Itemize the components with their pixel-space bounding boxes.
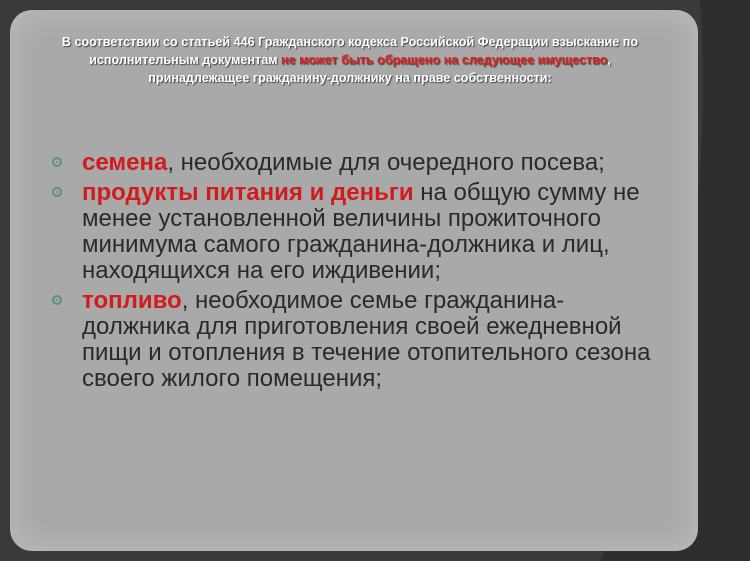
item-text: , необходимые для очередного посева; bbox=[167, 149, 605, 176]
item-text: , необходимое семье гражданина-должника для приготовления своей ежедневной пищи и отопления в течение отопительного сезона своего жилого помещения; bbox=[82, 287, 651, 392]
title-highlight: не может быть обращено на следующее имущество bbox=[281, 53, 608, 67]
bullet-circle-icon bbox=[52, 187, 62, 197]
item-term: продукты питания и деньги bbox=[82, 179, 414, 206]
item-text: на общую сумму не менее установленной величины прожиточного минимума самого гражданина-должника и лиц, находящихся на его иждивении; bbox=[82, 179, 640, 284]
title-text-part2: , принадлежащее гражданину-должнику на праве собственности: bbox=[148, 53, 611, 85]
item-term: семена bbox=[82, 149, 168, 176]
slide-title bbox=[40, 33, 660, 87]
list-item bbox=[52, 288, 652, 392]
item-term: топливо bbox=[82, 287, 182, 314]
bullet-circle-icon bbox=[52, 295, 62, 305]
title-text-part1: В соответствии со статьей 446 Гражданского кодекса Российской Федерации взыскание по исполнительным документам bbox=[61, 35, 639, 67]
bullet-circle-icon bbox=[52, 157, 62, 167]
list-item bbox=[52, 180, 652, 284]
list-item bbox=[52, 150, 652, 176]
bullet-list bbox=[52, 150, 652, 396]
